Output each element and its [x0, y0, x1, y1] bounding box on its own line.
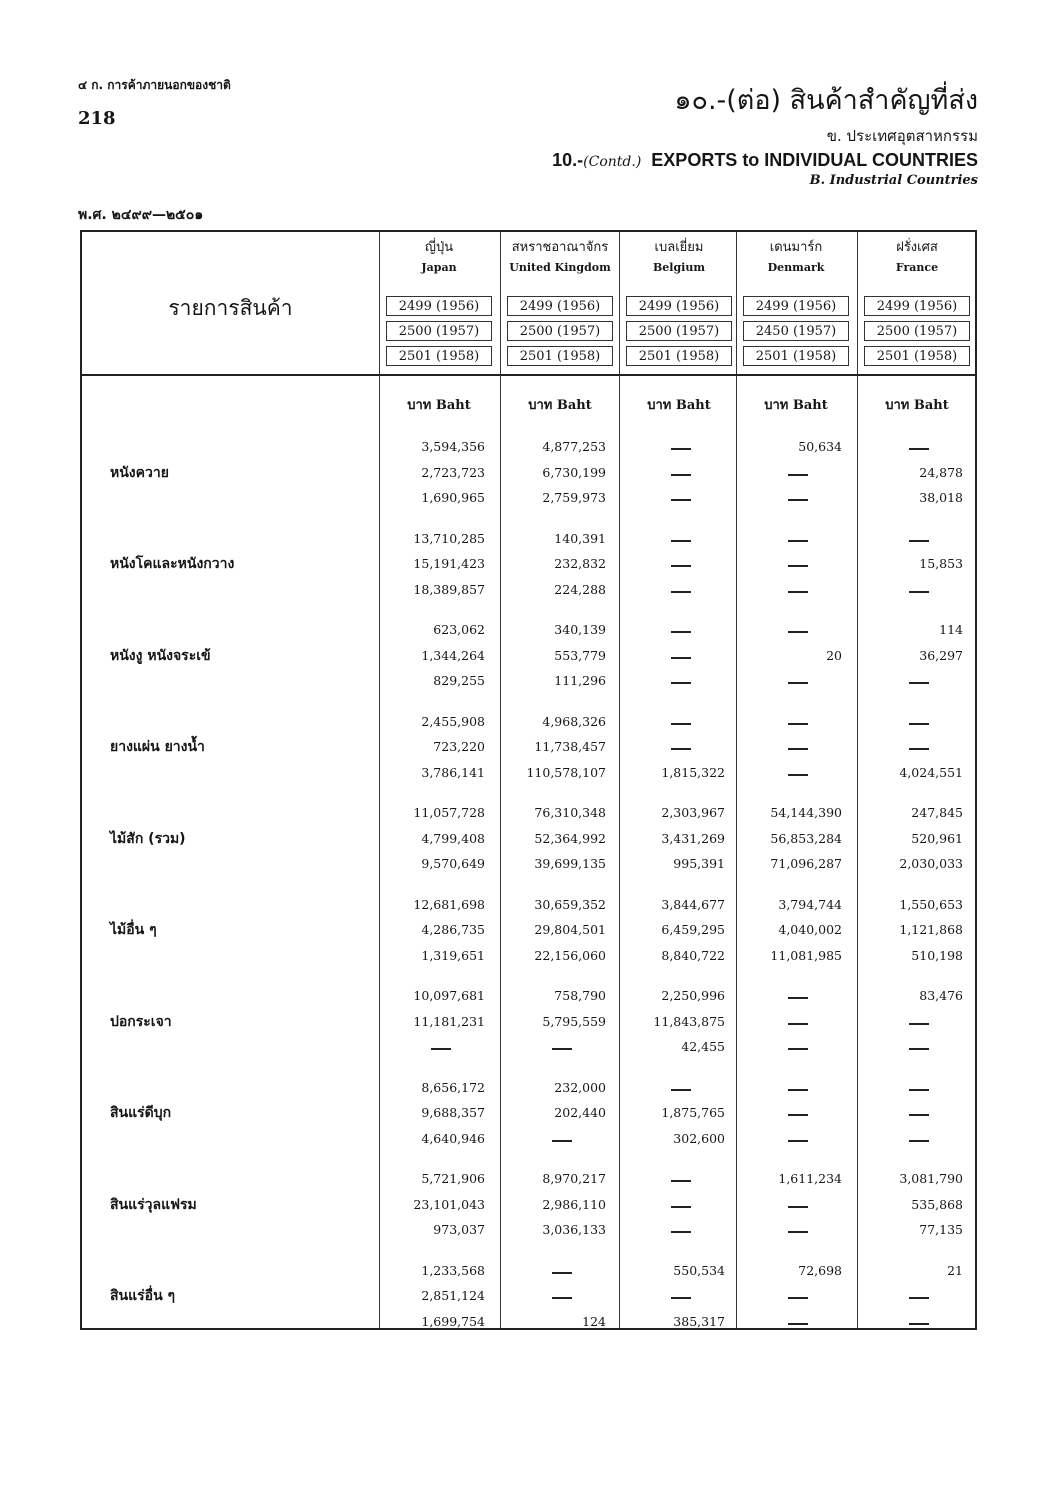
year-label: 2500 (1957) — [626, 321, 732, 341]
empty-dash — [671, 448, 691, 450]
value-cell: 4,040,002 — [778, 922, 842, 937]
empty-dash — [671, 657, 691, 659]
year-label: 2450 (1957) — [743, 321, 849, 341]
value-cell: 54,144,390 — [770, 805, 842, 820]
years-range: พ.ศ. ๒๔๙๙—๒๕๐๑ — [78, 207, 204, 223]
value-cell: 302,600 — [673, 1130, 725, 1146]
value-cell: 4,968,326 — [542, 713, 606, 729]
empty-dash — [671, 631, 691, 633]
value-cell: 38,018 — [919, 490, 963, 505]
item-label: สินแร่อื่น ๆ — [110, 1288, 176, 1304]
value-cell: 29,804,501 — [534, 922, 606, 937]
value-cell: 535,868 — [911, 1196, 963, 1212]
page-number: 218 — [78, 108, 116, 129]
empty-dash — [788, 1323, 808, 1325]
unit-label: บาท Baht — [528, 398, 592, 413]
unit-label: บาท Baht — [764, 398, 828, 413]
year-label: 2499 (1956) — [864, 296, 970, 316]
empty-dash — [431, 1048, 451, 1050]
item-label: หนังควาย — [110, 464, 169, 481]
year-label: 2500 (1957) — [386, 321, 492, 341]
value-cell: 520,961 — [911, 830, 963, 846]
empty-dash — [909, 448, 929, 450]
empty-dash — [788, 565, 808, 567]
empty-dash — [671, 1180, 691, 1182]
empty-dash — [788, 1206, 808, 1208]
empty-dash — [909, 591, 929, 593]
year-label: 2500 (1957) — [507, 321, 613, 341]
title-en-main: EXPORTS to INDIVIDUAL COUNTRIES — [651, 150, 978, 170]
empty-dash — [788, 1140, 808, 1142]
value-cell: 3,081,790 — [899, 1171, 963, 1186]
value-cell: 232,000 — [554, 1079, 606, 1095]
value-cell: 2,851,124 — [421, 1288, 485, 1303]
item-label: หนังงู หนังจระเข้ — [110, 647, 211, 664]
unit-label: บาท Baht — [885, 398, 949, 413]
empty-dash — [909, 1323, 929, 1325]
value-cell: 83,476 — [919, 988, 963, 1003]
value-cell: 20 — [826, 647, 842, 663]
value-cell: 8,840,722 — [661, 947, 725, 963]
value-cell: 8,656,172 — [421, 1079, 485, 1095]
column-header-english: France — [895, 261, 939, 274]
value-cell: 1,690,965 — [421, 490, 485, 505]
value-cell: 5,795,559 — [542, 1013, 606, 1029]
empty-dash — [909, 1023, 929, 1025]
value-cell: 1,344,264 — [421, 647, 485, 663]
column-header-thai: ญี่ปุ่น — [424, 240, 454, 255]
empty-dash — [788, 723, 808, 725]
empty-dash — [788, 748, 808, 750]
value-cell: 12,681,698 — [413, 896, 485, 912]
empty-dash — [788, 774, 808, 776]
empty-dash — [671, 1231, 691, 1233]
value-cell: 76,310,348 — [534, 805, 606, 820]
value-cell: 30,659,352 — [534, 896, 606, 912]
value-cell: 3,594,356 — [421, 439, 485, 454]
empty-dash — [788, 631, 808, 633]
year-label: 2501 (1958) — [626, 346, 732, 366]
column-header-english: Belgium — [653, 261, 705, 274]
column-header-thai: สหราชอาณาจักร — [511, 240, 609, 255]
value-cell: 2,030,033 — [899, 856, 963, 871]
value-cell: 202,440 — [554, 1105, 606, 1120]
empty-dash — [671, 474, 691, 476]
empty-dash — [788, 1297, 808, 1299]
empty-dash — [909, 1089, 929, 1091]
value-cell: 36,297 — [919, 647, 963, 663]
value-cell: 124 — [582, 1313, 606, 1329]
year-label: 2499 (1956) — [386, 296, 492, 316]
value-cell: 6,459,295 — [661, 922, 725, 937]
column-header-english: United Kingdom — [509, 261, 611, 274]
value-cell: 3,786,141 — [421, 764, 485, 780]
empty-dash — [788, 997, 808, 999]
value-cell: 11,738,457 — [534, 739, 606, 754]
value-cell: 2,455,908 — [421, 713, 485, 729]
value-cell: 340,139 — [554, 622, 606, 637]
value-cell: 114 — [939, 622, 963, 637]
empty-dash — [671, 540, 691, 542]
empty-dash — [788, 1048, 808, 1050]
unit-label: บาท Baht — [407, 398, 471, 413]
value-cell: 9,688,357 — [421, 1105, 485, 1120]
year-label: 2501 (1958) — [386, 346, 492, 366]
year-label: 2501 (1958) — [507, 346, 613, 366]
empty-dash — [671, 1206, 691, 1208]
value-cell: 39,699,135 — [534, 856, 606, 871]
title-english — [552, 150, 978, 171]
value-cell: 1,319,651 — [421, 947, 485, 963]
unit-label: บาท Baht — [647, 398, 711, 413]
value-cell: 550,534 — [673, 1262, 725, 1278]
value-cell: 8,970,217 — [542, 1171, 606, 1186]
value-cell: 4,799,408 — [421, 830, 485, 846]
value-cell: 2,986,110 — [542, 1196, 606, 1212]
item-label: ไม้สัก (รวม) — [110, 830, 186, 847]
empty-dash — [909, 540, 929, 542]
value-cell: 21 — [947, 1262, 963, 1278]
empty-dash — [909, 1048, 929, 1050]
item-label: ยางแผ่น ยางน้ำ — [110, 739, 205, 755]
value-cell: 224,288 — [554, 581, 606, 597]
exports-table — [80, 230, 977, 1330]
empty-dash — [788, 682, 808, 684]
value-cell: 1,233,568 — [421, 1262, 485, 1278]
year-label: 2499 (1956) — [626, 296, 732, 316]
value-cell: 1,815,322 — [661, 764, 725, 780]
empty-dash — [671, 591, 691, 593]
empty-dash — [909, 682, 929, 684]
empty-dash — [671, 565, 691, 567]
empty-dash — [671, 748, 691, 750]
title-en-prefix: 10.- — [552, 150, 584, 170]
empty-dash — [671, 499, 691, 501]
empty-dash — [788, 1089, 808, 1091]
value-cell: 829,255 — [433, 673, 485, 688]
item-label: ไม้อื่น ๆ — [110, 922, 157, 938]
value-cell: 9,570,649 — [421, 856, 485, 871]
column-header-thai: ฝรั่งเศส — [896, 240, 938, 255]
value-cell: 3,794,744 — [778, 896, 842, 912]
value-cell: 5,721,906 — [421, 1171, 485, 1186]
empty-dash — [552, 1140, 572, 1142]
value-cell: 385,317 — [673, 1313, 725, 1329]
column-header-english: Denmark — [767, 261, 825, 274]
value-cell: 13,710,285 — [413, 530, 485, 546]
value-cell: 6,730,199 — [542, 464, 606, 480]
value-cell: 50,634 — [798, 439, 842, 454]
value-cell: 11,057,728 — [413, 805, 485, 820]
empty-dash — [671, 1089, 691, 1091]
empty-dash — [788, 1023, 808, 1025]
empty-dash — [909, 1140, 929, 1142]
value-cell: 18,389,857 — [413, 581, 485, 597]
running-head: ๔ ก. การค้าภายนอกของชาติ — [78, 78, 231, 92]
value-cell: 3,036,133 — [542, 1222, 606, 1237]
value-cell: 1,121,868 — [899, 922, 963, 937]
value-cell: 2,250,996 — [661, 988, 725, 1003]
value-cell: 553,779 — [554, 647, 606, 663]
value-cell: 11,843,875 — [653, 1013, 725, 1029]
value-cell: 71,096,287 — [770, 856, 842, 871]
value-cell: 2,759,973 — [542, 490, 606, 505]
value-cell: 42,455 — [681, 1039, 725, 1054]
value-cell: 11,181,231 — [413, 1013, 485, 1029]
value-cell: 995,391 — [673, 856, 725, 871]
subtitle-english: B. Industrial Countries — [809, 173, 978, 188]
value-cell: 77,135 — [919, 1222, 963, 1237]
empty-dash — [788, 474, 808, 476]
empty-dash — [671, 682, 691, 684]
value-cell: 2,303,967 — [661, 805, 725, 820]
value-cell: 4,024,551 — [899, 764, 963, 780]
value-cell: 22,156,060 — [534, 947, 606, 963]
value-cell: 23,101,043 — [413, 1196, 485, 1212]
value-cell: 56,853,284 — [770, 830, 842, 846]
empty-dash — [788, 1231, 808, 1233]
year-label: 2499 (1956) — [743, 296, 849, 316]
value-cell: 110,578,107 — [526, 764, 606, 780]
item-label: หนังโคและหนังกวาง — [110, 556, 235, 572]
empty-dash — [788, 540, 808, 542]
value-cell: 52,364,992 — [534, 830, 606, 846]
year-label: 2500 (1957) — [864, 321, 970, 341]
value-cell: 1,550,653 — [899, 896, 963, 912]
value-cell: 4,877,253 — [542, 439, 606, 454]
value-cell: 4,640,946 — [421, 1130, 485, 1146]
value-cell: 2,723,723 — [421, 464, 485, 480]
empty-dash — [552, 1048, 572, 1050]
value-cell: 510,198 — [911, 947, 963, 963]
title-en-contd: (Contd.) — [583, 154, 642, 170]
value-cell: 15,191,423 — [413, 556, 485, 571]
empty-dash — [909, 1114, 929, 1116]
item-label: สินแร่วุลแฟรม — [110, 1196, 197, 1213]
empty-dash — [671, 723, 691, 725]
column-header-thai: เดนมาร์ก — [769, 240, 823, 255]
item-column-header: รายการสินค้า — [168, 296, 293, 320]
value-cell: 1,611,234 — [778, 1171, 842, 1186]
value-cell: 1,875,765 — [661, 1105, 725, 1120]
value-cell: 1,699,754 — [421, 1313, 485, 1329]
empty-dash — [788, 591, 808, 593]
empty-dash — [671, 1297, 691, 1299]
value-cell: 72,698 — [798, 1262, 842, 1278]
column-header-thai: เบลเยี่ยม — [654, 240, 704, 255]
year-label: 2501 (1958) — [743, 346, 849, 366]
value-cell: 758,790 — [554, 988, 606, 1003]
value-cell: 3,844,677 — [661, 896, 725, 912]
value-cell: 247,845 — [911, 805, 963, 820]
item-label: สินแร่ดีบุก — [110, 1105, 172, 1121]
value-cell: 111,296 — [554, 673, 606, 688]
value-cell: 15,853 — [919, 556, 963, 571]
value-cell: 232,832 — [554, 556, 606, 571]
value-cell: 24,878 — [919, 464, 963, 480]
empty-dash — [552, 1297, 572, 1299]
empty-dash — [552, 1272, 572, 1274]
value-cell: 4,286,735 — [421, 922, 485, 937]
value-cell: 723,220 — [433, 739, 485, 754]
subtitle-thai: ข. ประเทศอุตสาหกรรม — [826, 127, 978, 145]
title-thai: ๑๐.-(ต่อ) สินค้าสำคัญที่ส่ง — [674, 85, 978, 116]
empty-dash — [788, 1114, 808, 1116]
value-cell: 623,062 — [433, 622, 485, 637]
value-cell: 973,037 — [433, 1222, 485, 1237]
column-header-english: Japan — [421, 261, 457, 274]
year-label: 2501 (1958) — [864, 346, 970, 366]
value-cell: 11,081,985 — [770, 947, 842, 963]
value-cell: 10,097,681 — [413, 988, 485, 1003]
header-rule — [82, 374, 975, 376]
empty-dash — [788, 499, 808, 501]
value-cell: 140,391 — [554, 530, 606, 546]
empty-dash — [909, 1297, 929, 1299]
year-label: 2499 (1956) — [507, 296, 613, 316]
item-label: ปอกระเจา — [110, 1013, 172, 1030]
empty-dash — [909, 723, 929, 725]
value-cell: 3,431,269 — [661, 830, 725, 846]
empty-dash — [909, 748, 929, 750]
